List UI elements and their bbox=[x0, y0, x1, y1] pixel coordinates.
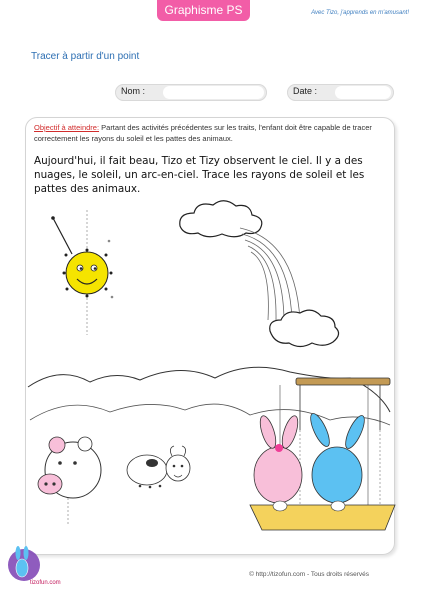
date-label: Date : bbox=[293, 86, 318, 96]
instruction-text: Aujourd'hui, il fait beau, Tizo et Tizy observent le ciel. Il y a des nuages, le soleil, un arc-en-ciel. Trace les rayons de soleil et les pattes des animaux. bbox=[34, 155, 365, 195]
section-tag: Graphisme PS bbox=[157, 0, 250, 21]
goat-icon bbox=[166, 446, 190, 481]
mountains-line bbox=[30, 404, 390, 425]
blue-bunny-icon bbox=[307, 411, 368, 511]
cloud-bottom-icon bbox=[270, 310, 339, 346]
copyright-text: © http://tizofun.com - Tous droits réservés bbox=[249, 571, 369, 578]
pink-bunny-icon bbox=[254, 414, 302, 511]
cow-icon bbox=[127, 455, 167, 488]
pig-icon bbox=[38, 437, 101, 525]
brand-link[interactable]: tizofun.com bbox=[30, 580, 61, 586]
tizo-mascot-icon bbox=[8, 546, 40, 581]
objective-label: Objectif à atteindre: bbox=[34, 123, 100, 132]
name-label: Nom : bbox=[121, 86, 146, 96]
slogan: Avec Tizo, j'apprends en m'amusant! bbox=[311, 10, 409, 16]
cloud-top-icon bbox=[180, 201, 262, 237]
objective-text: Partant des activités précédentes sur les traits, l'enfant doit être capable de tracer correctement les rayons du soleil et les pattes des animaux. bbox=[34, 123, 372, 143]
sun-icon bbox=[51, 216, 113, 298]
page-title: Tracer à partir d'un point bbox=[31, 51, 140, 62]
rainbow-icon bbox=[240, 228, 300, 320]
